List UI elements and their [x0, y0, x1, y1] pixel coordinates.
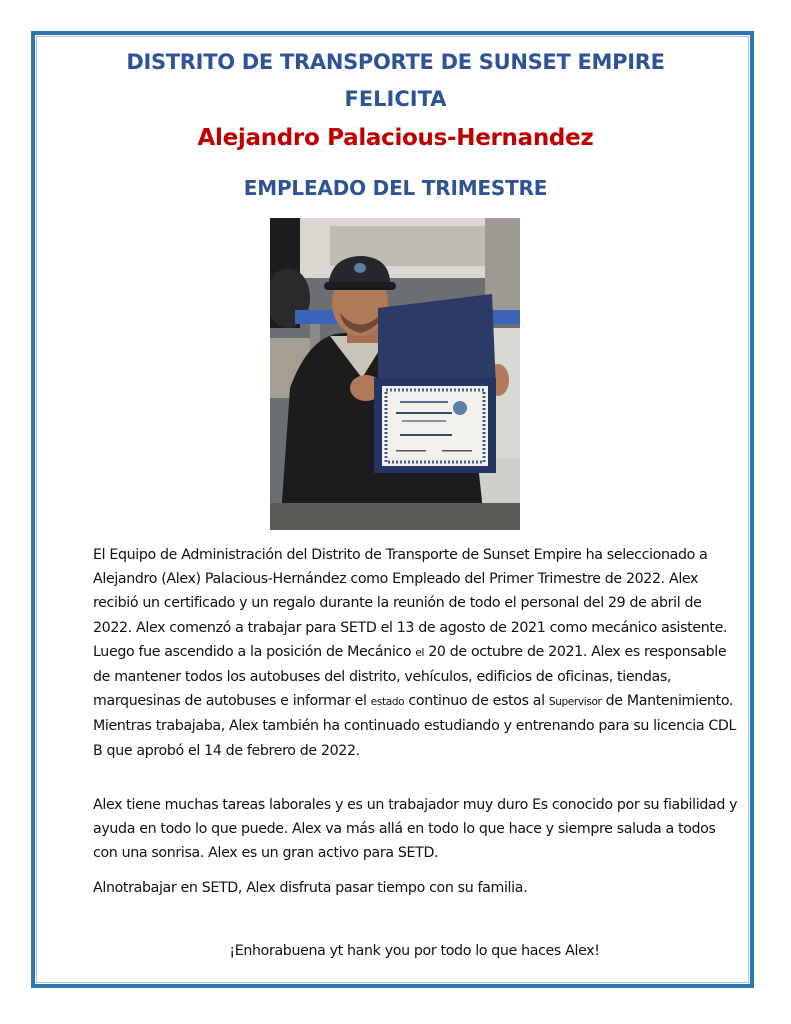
paragraph-intro-part-c: continuo de estos al	[404, 693, 549, 710]
honoree-name: Alejandro Palacious-Hernandez	[197, 125, 594, 151]
award-title: EMPLEADO DEL TRIMESTRE	[243, 176, 548, 200]
paragraph-intro-part-d: de Mantenimiento. Mientras trabajaba, Alex también ha continuado estudiando y entrenando para su licencia CDL B que aprobó el 14 de febrero de 2022.	[93, 693, 737, 759]
paragraph-intro	[93, 543, 743, 763]
closing-line: ¡Enhorabuena yt hank you por todo lo que haces Alex!	[229, 943, 600, 959]
paragraph-intro-part-a: El Equipo de Administración del Distrito de Transporte de Sunset Empire ha seleccionado a Alejandro (Alex) Palacious-Hernández como Empleado del Primer Trimestre de 2022. Alex recibió un certificado y un regalo durante la reunión de todo el personal del 29 de abril de 2022. Alex comenzó a trabajar para SETD el 13 de agosto de 2021 como mecánico asistente. Luego fue ascendido a la posición de Mecánico	[93, 547, 728, 660]
paragraph-family: Alnotrabajar en SETD, Alex disfruta pasar tiempo con su familia.	[93, 880, 528, 896]
congratulates-heading: FELICITA	[344, 87, 447, 111]
small-word-el: el	[415, 646, 425, 659]
small-word-supervisor: Supervisor	[548, 696, 602, 709]
paragraph-qualities: Alex tiene muchas tareas laborales y es un trabajador muy duro Es conocido por su fiabilidad y ayuda en todo lo que puede. Alex va más allá en todo lo que hace y siempre saluda a todos con una sonrisa. Alex es un gran activo para SETD.	[93, 797, 738, 862]
paragraph-intro-part-b: 20 de octubre de 2021. Alex es responsable de mantener todos los autobuses del distrito, vehículos, edificios de oficinas, tiendas, marquesinas de autobuses e informar el	[93, 643, 727, 710]
small-word-estado: estado	[370, 696, 405, 709]
employee-photo	[270, 218, 520, 530]
district-heading: DISTRITO DE TRANSPORTE DE SUNSET EMPIRE	[126, 50, 665, 74]
